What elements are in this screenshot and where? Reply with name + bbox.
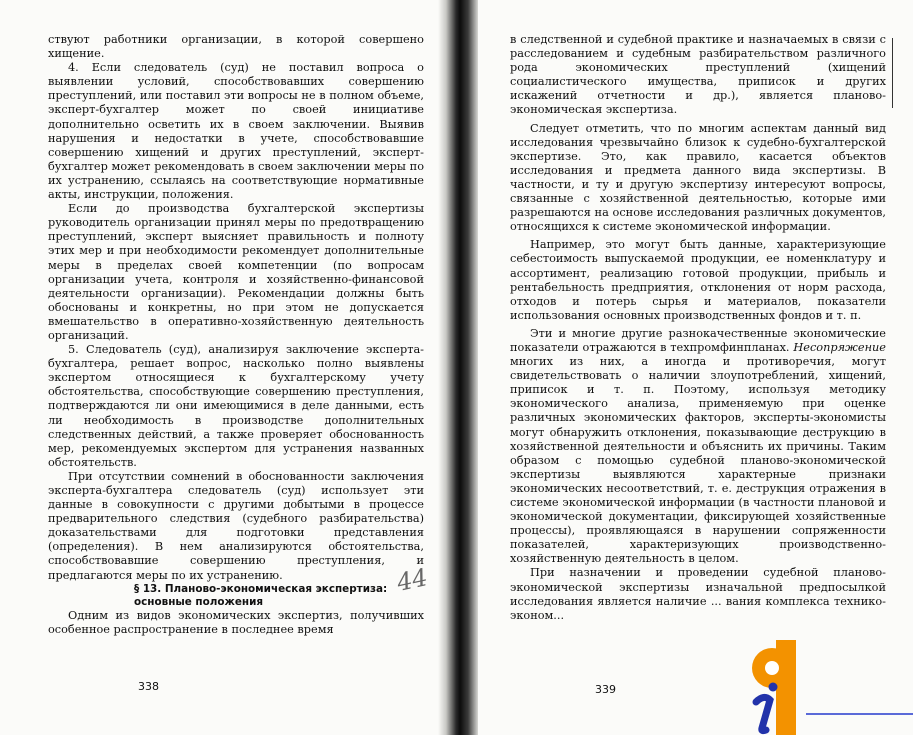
paragraph-start: Эти и многие другие разнокачественные экономические показатели отражаются в техпромфинпланах. xyxy=(510,326,886,354)
ya-logo-icon xyxy=(742,640,800,735)
paragraph xyxy=(510,327,886,567)
paragraph: Если до производства бухгалтерской экспертизы руководитель организации принял меры по предотвращению преступлений, эксперт выясняет правильность и полноту этих мер и при необходимости рекомендует дополнительные меры в пределах своей компетенции (по вопросам организации учета, контроля и хозяйственно-финансовой деятельности организации). Рекомендации должны быть обоснованы и конкретны, но при этом не допускается вмешательство в оперативно-хозяйственную деятельность организаций. xyxy=(48,202,424,342)
paragraph: ствуют работники организации, в которой совершено хищение. xyxy=(48,33,424,61)
book-spine-gutter xyxy=(438,0,478,735)
right-page-text xyxy=(510,33,886,623)
page-number-left: 338 xyxy=(138,680,159,693)
paragraph-rest: многих из них, а иногда и противоречия, могут свидетельствовать о наличии злоупотреблений, хищений, приписок и т. п. Поэтому, используя методику экономического анализа, применяемую при оценке различных экономических факторов, эксперты-экономисты могут обнаружить отклонения, показывающие деструкцию в хозяйственной деятельности и объяснить их причины. Таким образом с помощью судебной планово-экономической экспертизы выявляются характерные признаки экономических несоответствий, т. е. деструкция отражения в системе экономической информации (в частности плановой и экономической документации, фиксирующей хозяйственные процессы), проявляющаяся в нарушении сопряженности показателей, характеризующих производственно-хозяйственную деятельность в целом. xyxy=(510,355,886,566)
paragraph: в следственной и судебной практике и назначаемых в связи с расследованием и судебным разбирательством различного рода экономических преступлений (хищений социалистического имущества, приписок и других искажений отчетности и др.), является планово-экономическая экспертиза. xyxy=(510,33,886,117)
section-heading: § 13. Планово-экономическая экспертиза: основные положения xyxy=(134,582,388,608)
paragraph: 5. Следователь (суд), анализируя заключение эксперта-бухгалтера, решает вопрос, насколько полно выявлены экспертом относящиеся к бухгалтерскому учету обстоятельства, способствующие совершению преступления, подтверждаются ли они имеющимися в деле данными, есть ли необходимость в производстве дополнительных следственных действий, а также проверяет обоснованность мер, рекомендуемых экспертом для устранения названных обстоятельств. xyxy=(48,343,424,469)
paragraph: При отсутствии сомнений в обоснованности заключения эксперта-бухгалтера следователь (суд) использует эти данные в совокупности с другими добытыми в процессе предварительного следствия (судебного разбирательства) доказательствами для подготовки представления (определения). В нем анализируются обстоятельства, способствовавшие совершению преступления, и предлагаются меры по их устранению. xyxy=(48,469,424,582)
left-page-text xyxy=(48,33,424,637)
paragraph: 4. Если следователь (суд) не поставил вопроса о выявлении условий, способствовавших совершению преступлений, или поставил эти вопросы не в полном объеме, эксперт-бухгалтер может по своей инициативе дополнительно осветить их в своем заключении. Выявив нарушения и недостатки в учете, способствовавшие совершению хищений и других преступлений, эксперт-бухгалтер может рекомендовать в своем заключении меры по их устранению, ссылаясь на соответствующие нормативные акты, инструкции, положения. xyxy=(48,61,424,202)
italic-term: Несопряжение xyxy=(793,340,886,354)
paragraph: Следует отметить, что по многим аспектам данный вид исследования чрезвычайно близок к судебно-бухгалтерской экспертизе. Это, как правило, касается объектов исследования и предмета данного вида экспертизы. В частности, и ту и другую экспертизу интересуют вопросы, связанные с хозяйственной деятельностью, которые ими разрешаются на основе исследования различных документов, относящихся к системе экономической информации. xyxy=(510,121,886,234)
paragraph: При назначении и проведении судебной планово-экономической экспертизы изначальной предпосылкой исследования является наличие ... вания комплекса технико-эконом... xyxy=(510,566,886,622)
decorative-underline xyxy=(806,713,913,715)
paragraph: Например, это могут быть данные, характеризующие себестоимость выпускаемой продукции, ее номенклатуру и ассортимент, реализацию готовой продукции, прибыль и рентабельность предприятия, отклонения от норм расхода, отходов и потерь сырья и материалов, показатели использования основных производственных фондов и т. п. xyxy=(510,238,886,322)
paragraph: Одним из видов экономических экспертиз, получивших особенное распространение в последнее время xyxy=(48,608,424,636)
handwritten-margin-note: 44 xyxy=(394,563,431,597)
page-number-right: 339 xyxy=(595,683,616,696)
margin-bracket xyxy=(892,38,899,108)
